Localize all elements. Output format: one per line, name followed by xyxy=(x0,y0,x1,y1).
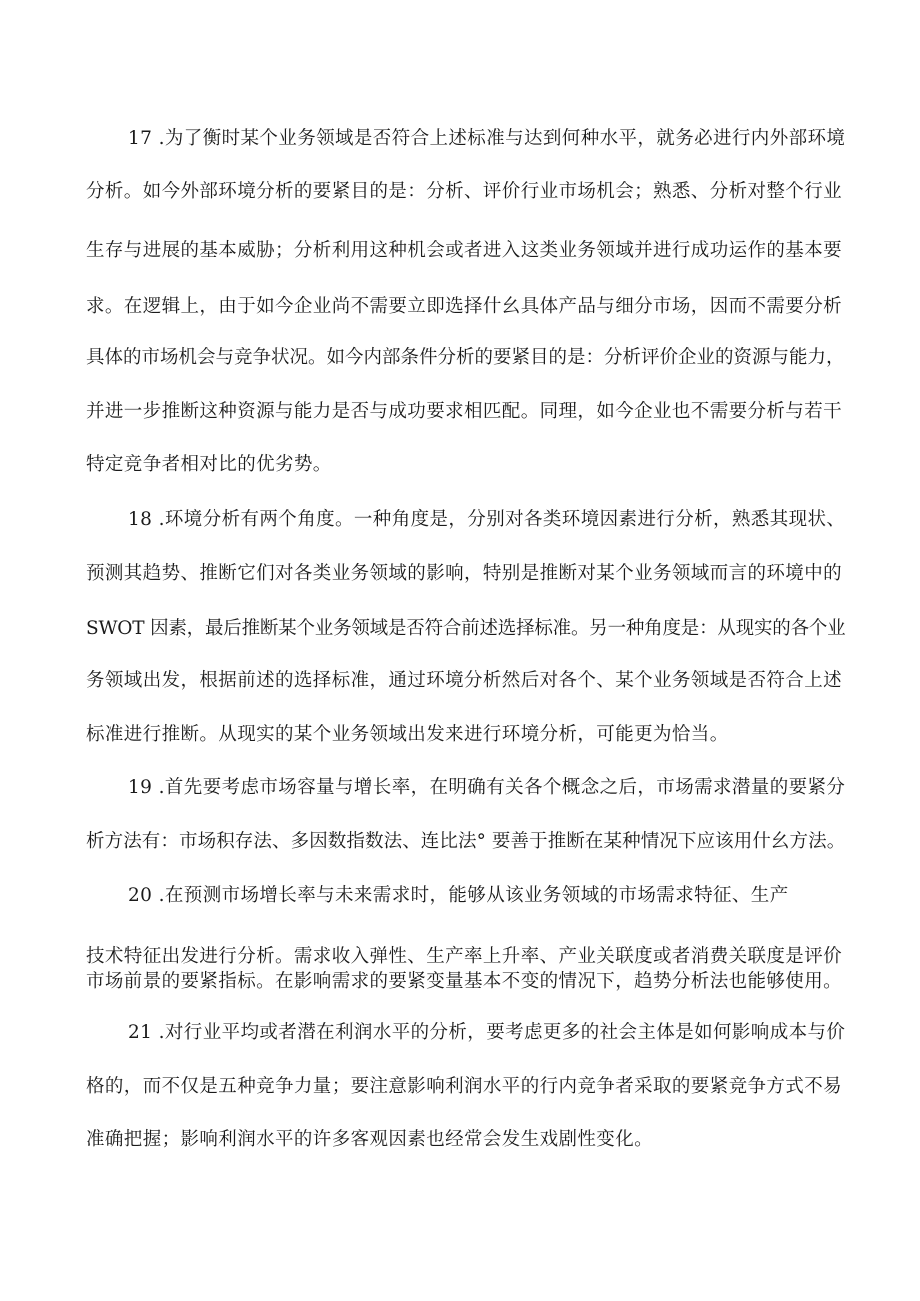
text-line: 预测其趋势、推断它们对各类业务领域的影响，特别是推断对某个业务领域而言的环境中的 xyxy=(86,563,843,584)
text-line: 求。在逻辑上，由于如今企业尚不需要立即选择什幺具体产品与细分市场，因而不需要分析 xyxy=(86,296,843,317)
text-line: 市场前景的要紧指标。在影响需求的要紧变量基本不变的情况下，趋势分析法也能够使用。 xyxy=(86,971,843,992)
text-line: 18 .环境分析有两个角度。一种角度是，分别对各类环境因素进行分析，熟悉其现状、 xyxy=(128,509,846,530)
text-line: 生存与进展的基本威胁；分析利用这种机会或者进入这类业务领域并进行成功运作的基本要 xyxy=(86,240,843,261)
text-line: 并进一步推断这种资源与能力是否与成功要求相匹配。同理，如今企业也不需要分析与若干 xyxy=(86,401,843,422)
text-line: 具体的市场机会与竞争状况。如今内部条件分析的要紧目的是：分析评价企业的资源与能力， xyxy=(86,347,845,368)
text-line: 20 .在预测市场增长率与未来需求时，能够从该业务领域的市场需求特征、生产 xyxy=(128,885,789,906)
text-line: 19 .首先要考虑市场容量与增长率，在明确有关各个概念之后，市场需求潜量的要紧分 xyxy=(128,777,846,798)
text-line: 特定竞争者相对比的优劣势。 xyxy=(86,454,332,475)
text-line: 分析。如今外部环境分析的要紧目的是：分析、评价行业市场机会；熟悉、分析对整个行业 xyxy=(86,181,843,202)
text-line: 21 .对行业平均或者潜在利润水平的分析，要考虑更多的社会主体是如何影响成本与价 xyxy=(128,1022,846,1043)
text-line: 准确把握；影响利润水平的许多客观因素也经常会发生戏剧性变化。 xyxy=(86,1129,654,1150)
text-line: 17 .为了衡时某个业务领域是否符合上述标准与达到何种水平，就务必进行内外部环境 xyxy=(128,128,846,149)
text-line: 格的，而不仅是五种竞争力量；要注意影响利润水平的行内竞争者采取的要紧竞争方式不易 xyxy=(86,1076,843,1097)
text-line: 技术特征出发进行分析。需求收入弹性、生产率上升率、产业关联度或者消费关联度是评价 xyxy=(86,946,843,967)
text-line: 析方法有：市场积存法、多因数指数法、连比法° 要善于推断在某种情况下应该用什幺方法。 xyxy=(86,831,846,852)
text-line: SWOT 因素，最后推断某个业务领域是否符合前述选择标准。另一种角度是：从现实的各个业 xyxy=(86,618,846,639)
text-line: 标准进行推断。从现实的某个业务领域出发来进行环境分析，可能更为恰当。 xyxy=(86,724,729,745)
text-line: 务领域出发，根据前述的选择标准，通过环境分析然后对各个、某个业务领域是否符合上述 xyxy=(86,670,843,691)
